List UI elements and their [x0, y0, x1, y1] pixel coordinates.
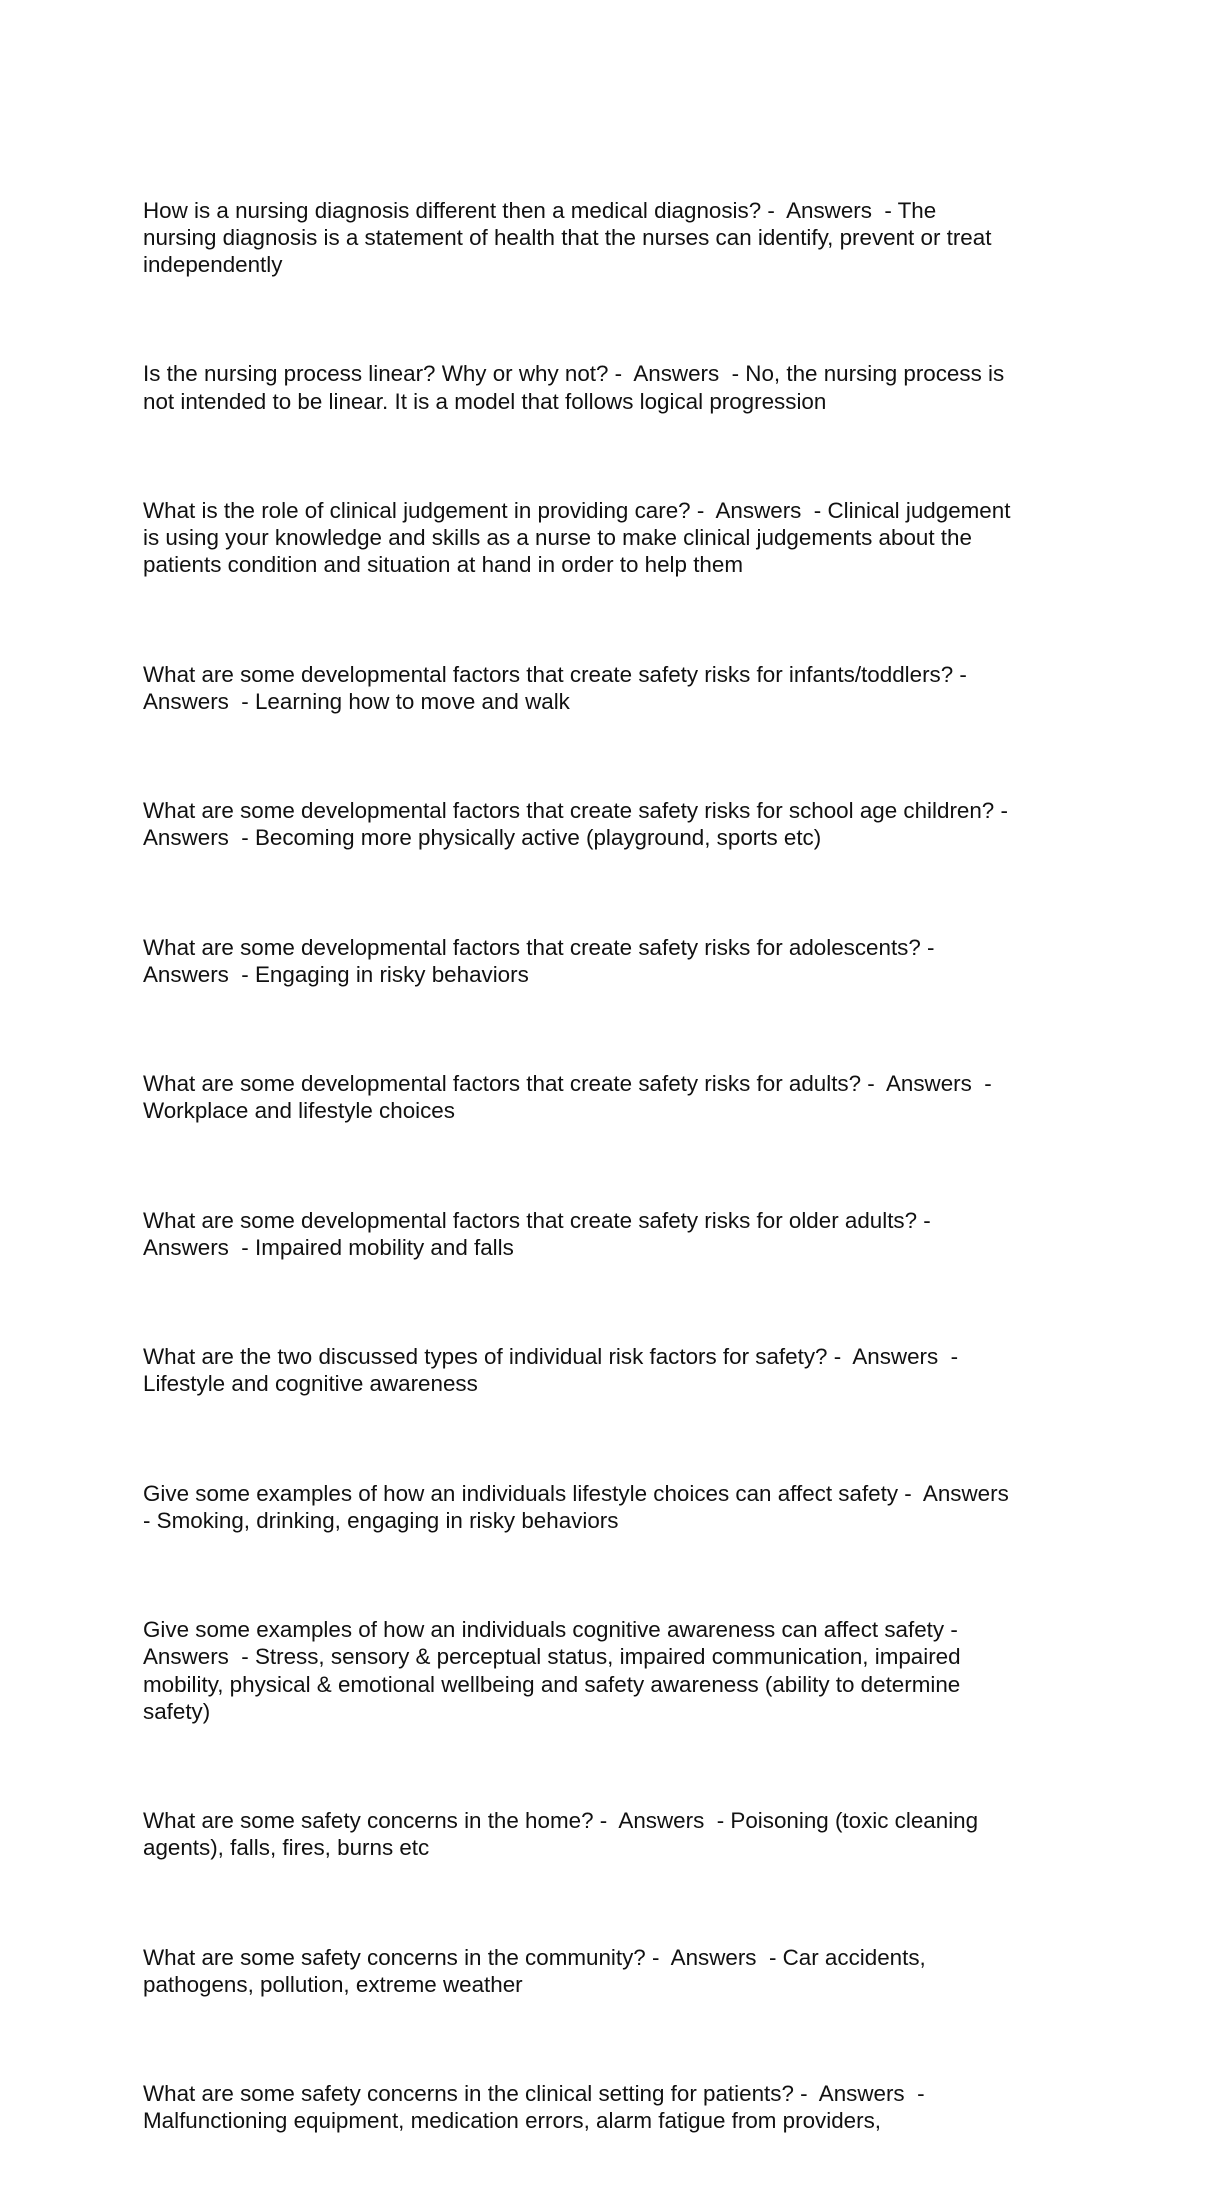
qa-entry-7: What are some developmental factors that create safety risks for adults? - Answers - Workplace and lifestyle choices — [143, 1071, 992, 1124]
document-page — [143, 142, 1073, 2189]
qa-entry-9: What are the two discussed types of individual risk factors for safety? - Answers - Lifestyle and cognitive awareness — [143, 1344, 959, 1397]
qa-entry-6: What are some developmental factors that create safety risks for adolescents? - Answers - Engaging in risky behaviors — [143, 934, 935, 987]
qa-entry-5: What are some developmental factors that create safety risks for school age children? - Answers - Becoming more physically active (playground, sports etc) — [143, 798, 1008, 851]
qa-entry-8: What are some developmental factors that create safety risks for older adults? - Answers - Impaired mobility and falls — [143, 1207, 931, 1260]
qa-entry-4: What are some developmental factors that create safety risks for infants/toddlers? - Answers - Learning how to move and walk — [143, 661, 967, 714]
qa-entry-11: Give some examples of how an individuals cognitive awareness can affect safety - Answers - Stress, sensory & perceptual status, impaired communication, impaired mobility, physical & emotional wellbeing and safety awareness (ability to determine safety) — [143, 1617, 961, 1724]
qa-entry-12: What are some safety concerns in the home? - Answers - Poisoning (toxic cleaning agents), falls, fires, burns etc — [143, 1808, 979, 1861]
qa-entry-1: How is a nursing diagnosis different then a medical diagnosis? - Answers - The nursing diagnosis is a statement of health that the nurses can identify, prevent or treat independently — [143, 197, 992, 278]
qa-entry-3: What is the role of clinical judgement in providing care? - Answers - Clinical judgement is using your knowledge and skills as a nurse to make clinical judgements about the patients condition and situation at hand in order to help them — [143, 497, 1011, 578]
qa-entry-14: What are some safety concerns in the clinical setting for patients? - Answers - Malfunctioning equipment, medication errors, alarm fatigue from providers, — [143, 2081, 925, 2134]
qa-entry-2: Is the nursing process linear? Why or why not? - Answers - No, the nursing process is not intended to be linear. It is a model that follows logical progression — [143, 361, 1005, 414]
qa-entry-13: What are some safety concerns in the community? - Answers - Car accidents, pathogens, pollution, extreme weather — [143, 1944, 926, 1997]
qa-entry-10: Give some examples of how an individuals lifestyle choices can affect safety - Answers - Smoking, drinking, engaging in risky behaviors — [143, 1480, 1009, 1533]
